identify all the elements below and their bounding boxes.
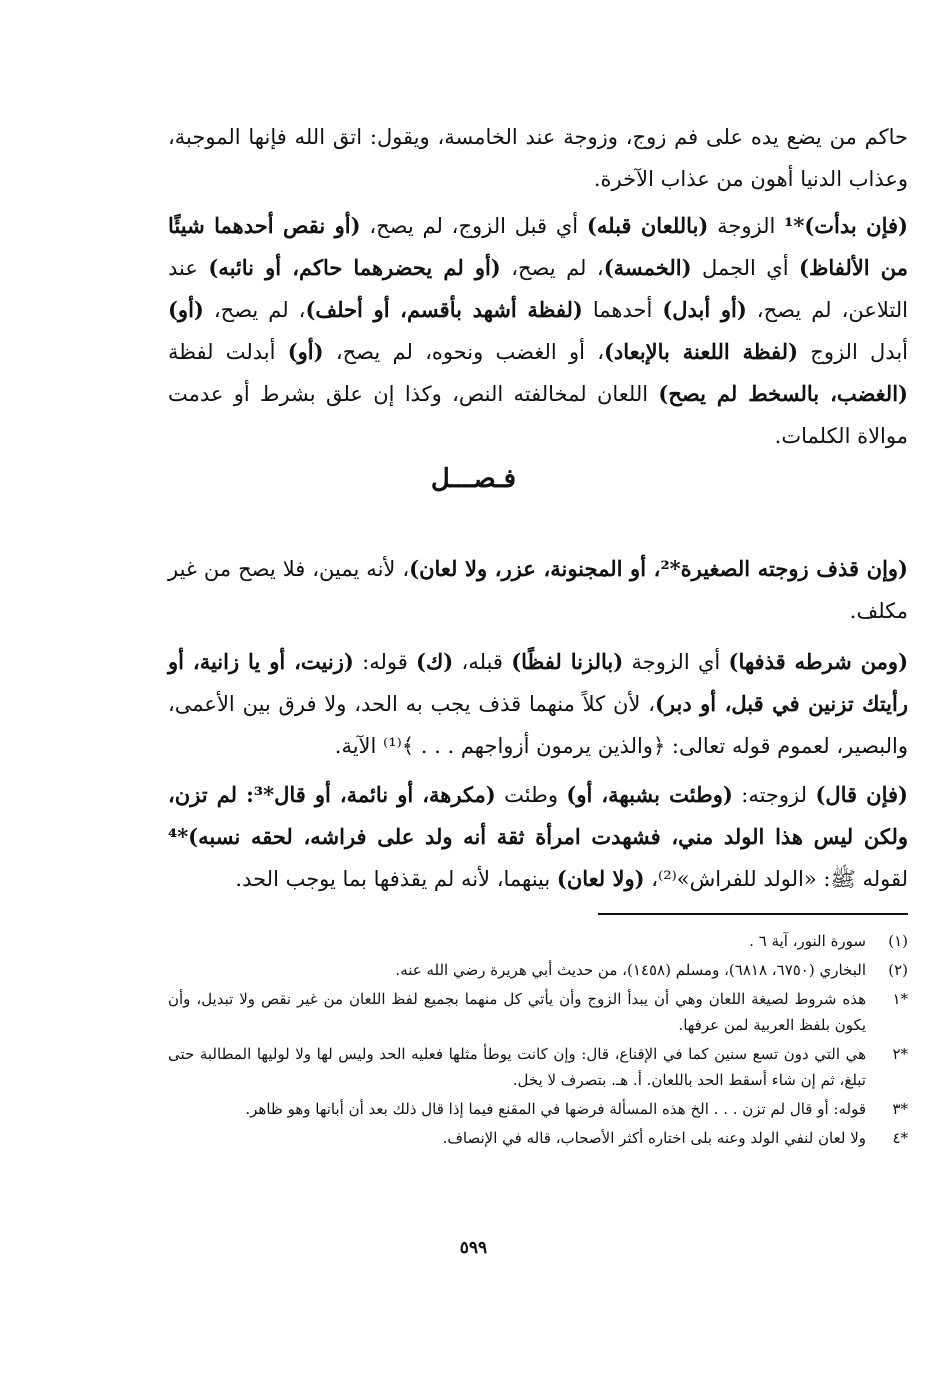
- footnotes: [168, 928, 908, 1154]
- paragraph-1-text: حاكم من يضع يده على فم زوج، وزوجة عند الخامسة، ويقول: اتق الله فإنها الموجبة، وعذاب الدنيا أهون من عذاب الآخرة.: [168, 125, 908, 191]
- text-run: أي الزوجة: [623, 650, 729, 674]
- text-run: قبله،: [453, 650, 512, 674]
- bold-text-run: (وطئت بشبهة، أو): [566, 782, 733, 807]
- footnote-marker: (٢): [888, 961, 908, 979]
- bold-text-run: (أو): [168, 297, 204, 322]
- page-number: ٥٩٩: [459, 1238, 488, 1258]
- bold-text-run: (لفظة اللعنة بالإبعاد): [604, 339, 799, 364]
- text-run: أي الجمل: [691, 256, 800, 280]
- text-run: بينهما، لأنه لم يقذفها بما يوجب الحد.: [235, 867, 557, 891]
- footnote: [168, 986, 908, 1038]
- paragraph-4-text: [168, 641, 908, 767]
- footnote-text: سورة النور، آية ٦ .: [749, 932, 866, 950]
- text-run: وطئت: [495, 783, 567, 807]
- bold-text-run: (باللعان قبله): [586, 213, 709, 238]
- text-run: ، أو الغضب ونحوه، لم يصح،: [323, 340, 604, 364]
- bold-text-run: (أو لم يحضرهما حاكم، أو نائبه): [208, 255, 501, 280]
- text-run: أبدلت لفظة: [168, 340, 288, 364]
- footnote-text: ولا لعان لنفي الولد وعنه بلى اختاره أكثر الأصحاب، قاله في الإنصاف.: [442, 1129, 866, 1147]
- section-heading-text: فـصـــل: [430, 464, 517, 494]
- bold-text-run: (الغضب، بالسخط لم يصح): [658, 381, 908, 406]
- footnote: [168, 928, 908, 954]
- bold-text-run: (مكرهة، أو نائمة، أو قال*³: لم تزن، ولكن ليس هذا الولد مني، فشهدت امرأة ثقة أنه ولد على فراشه، لحقه نسبه)*⁴: [168, 782, 908, 849]
- footnote: [168, 957, 908, 983]
- paragraph-3-text: [168, 548, 908, 632]
- bold-text-run: (أو): [287, 339, 324, 364]
- footnote: [168, 1125, 908, 1151]
- paragraph-2: [168, 205, 908, 457]
- bold-text-run: (فإن قال): [815, 782, 908, 807]
- text-run: أحدهما: [582, 298, 663, 322]
- text-run: الزوجة: [708, 214, 785, 238]
- text-run: ، لم يصح،: [203, 298, 306, 322]
- bold-text-run: (ولا لعان): [556, 866, 645, 891]
- bold-text-run: (أو أبدل): [662, 297, 747, 322]
- footnote: [168, 1041, 908, 1093]
- footnote-text: هذه شروط لصيغة اللعان وهي أن يبدأ الزوج وأن يأتي كل منهما بجميع لفظ اللعان من غير نقص ولا تبديل، وأن يكون بلفظ العربية لمن عرفها.: [168, 990, 866, 1034]
- footnote-text: قوله: أو قال لم تزن . . . الخ هذه المسألة فرضها في المقنع فيما إذا قال ذلك بعد أن أبانها وهو ظاهر.: [245, 1100, 866, 1118]
- text-run: ، لأن كلاً منهما قذف يجب به الحد، ولا فرق بين الأعمى، والبصير، لعموم قوله تعالى: ﴿والذين يرمون أزواجهم . . . ﴾⁽¹⁾ الآية.: [168, 692, 908, 758]
- footnote-marker: (١): [888, 932, 908, 950]
- bold-text-run: (لفظة أشهد بأقسم، أو أحلف): [305, 297, 583, 322]
- footnote-marker: *٣: [892, 1100, 908, 1118]
- paragraph-4: [168, 641, 908, 767]
- footnote-divider: [598, 913, 908, 915]
- footnote-marker: *١: [892, 990, 908, 1008]
- bold-text-run: (ومن شرطه قذفها): [728, 649, 909, 674]
- paragraph-2-text: [168, 205, 908, 457]
- text-run: لقوله ﷺ: «الولد للفراش»⁽²⁾،: [644, 867, 908, 891]
- footnote-marker: *٤: [892, 1129, 908, 1147]
- bold-text-run: (ك): [416, 649, 454, 674]
- bold-text-run: (الخمسة): [603, 255, 692, 280]
- footnote: [168, 1096, 908, 1122]
- text-run: عند التلاعن، لم يصح،: [168, 256, 908, 322]
- paragraph-5: [168, 774, 908, 900]
- bold-text-run: (أو نقص أحدهما شيئًا من الألفاظ): [168, 213, 908, 280]
- text-run: لزوجته:: [732, 783, 816, 807]
- bold-text-run: (بالزنا لفظًا): [511, 649, 624, 674]
- text-run: قوله:: [353, 650, 417, 674]
- text-run: أبدل الزوج: [798, 340, 908, 364]
- paragraph-1: [168, 116, 908, 200]
- bold-text-run: (زنيت، أو يا زانية، أو رأيتك تزنين في قبل، أو دبر): [168, 649, 908, 716]
- bold-text-run: (وإن قذف زوجته الصغيرة*²، أو المجنونة، عزر، ولا لعان): [409, 556, 908, 581]
- footnote-text: هي التي دون تسع سنين كما في الإقناع، قال: وإن كانت يوطأ مثلها فعليه الحد وليس لها ولا لوليها المطالبة حتى تبلغ، ثم إن شاء أسقط الحد باللعان. أ. هـ. بتصرف لا يخل.: [168, 1045, 866, 1089]
- text-run: اللعان لمخالفته النص، وكذا إن علق بشرط أو عدمت موالاة الكلمات.: [168, 382, 908, 448]
- paragraph-5-text: [168, 774, 908, 900]
- footnote-marker: *٢: [892, 1045, 908, 1063]
- text-run: أي قبل الزوج، لم يصح،: [360, 214, 587, 238]
- text-run: ، لأنه يمين، فلا يصح من غير مكلف.: [168, 557, 908, 623]
- section-heading: [0, 464, 947, 494]
- bold-text-run: (فإن بدأت)*¹: [784, 213, 908, 238]
- paragraph-3: [168, 548, 908, 632]
- footnote-text: البخاري (٦٧٥٠، ٦٨١٨)، ومسلم (١٤٥٨)، من حديث أبي هريرة رضي الله عنه.: [395, 961, 866, 979]
- text-run: ، لم يصح،: [500, 256, 604, 280]
